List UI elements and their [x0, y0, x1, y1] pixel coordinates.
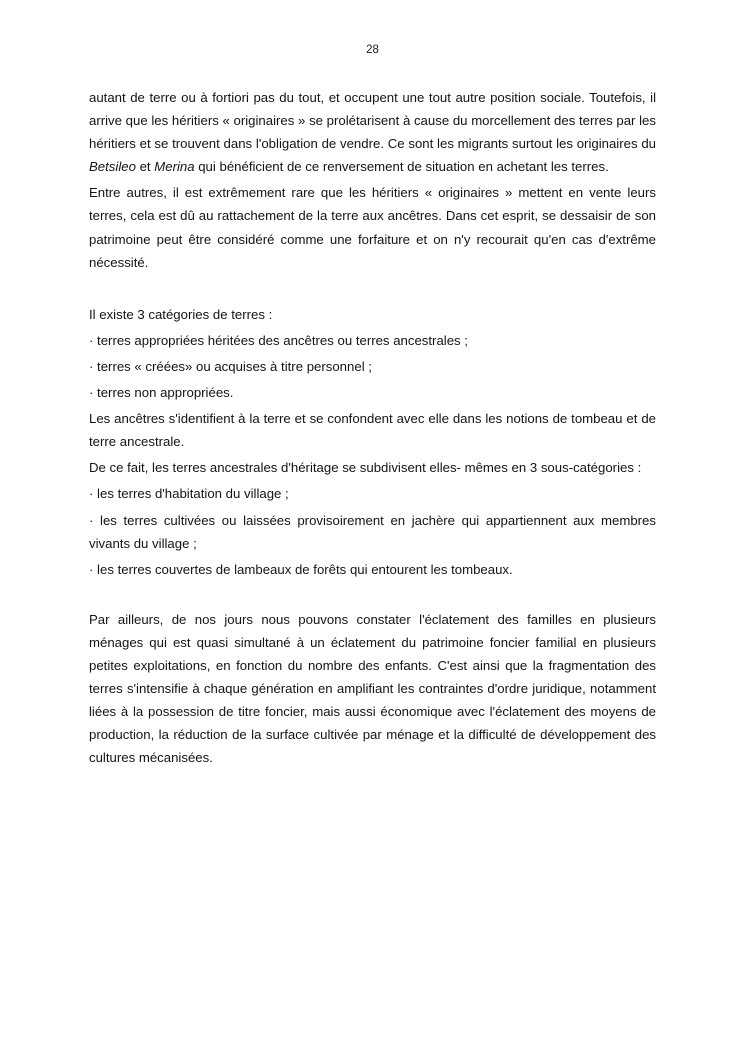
paragraph-tomb-notion: Les ancêtres s'identifient à la terre et se confondent avec elle dans les notions de tombeau et de terre ancestrale.	[89, 411, 656, 450]
paragraph-text: autant de terre ou à fortiori pas du tout, et occupent une tout autre position sociale. Toutefois, il arrive que les héritiers « originaires » se prolétarisent à cause du morcellement des terres par les héritiers et se trouvent dans l'obligation de vendre. Ce sont les migrants surtout les originaires du	[89, 90, 656, 152]
paragraph-land-sale	[89, 86, 656, 178]
list-item: · terres « créées» ou acquises à titre personnel ;	[89, 358, 372, 374]
paragraph-subcategories-intro: De ce fait, les terres ancestrales d'héritage se subdivisent elles- mêmes en 3 sous-catégories :	[89, 460, 642, 476]
paragraph-fragmentation: Par ailleurs, de nos jours nous pouvons constater l'éclatement des familles en plusieurs ménages qui est quasi simultané à un éclatement du patrimoine foncier familial en plusieurs petites exploitations, en fonction du nombre des enfants. C'est ainsi que la fragmentation des terres s'intensifie à chaque génération en amplifiant les contraintes d'ordre juridique, notamment liées à la possession de titre foncier, mais aussi économique avec l'éclatement des moyens de production, la réduction de la surface cultivée par ménage et la difficulté de développement des cultures mécanisées.	[89, 611, 656, 766]
page-number: 28	[366, 44, 379, 56]
list-item: · les terres cultivées ou laissées provisoirement en jachère qui appartiennent aux membres vivants du village ;	[89, 512, 656, 551]
list-item: · les terres d'habitation du village ;	[89, 486, 289, 502]
document-body	[89, 86, 656, 772]
list-item: · terres non appropriées.	[89, 385, 234, 401]
term-merina: Merina	[154, 159, 195, 175]
list-item: · les terres couvertes de lambeaux de forêts qui entourent les tombeaux.	[89, 561, 513, 577]
paragraph-gap	[89, 584, 656, 608]
list-item: · terres appropriées héritées des ancêtres ou terres ancestrales ;	[89, 332, 468, 348]
term-betsileo: Betsileo	[89, 159, 136, 175]
paragraph-gap	[89, 277, 656, 303]
paragraph-text: qui bénéficient de ce renversement de situation en achetant les terres.	[194, 159, 609, 175]
paragraph-ancestors: Entre autres, il est extrêmement rare que les héritiers « originaires » mettent en vente leurs terres, cela est dû au rattachement de la terre aux ancêtres. Dans cet esprit, se dessaisir de son patrimoine peut être considéré comme une forfaiture et on n'y recourait qu'en cas d'extrême nécessité.	[89, 185, 656, 270]
paragraph-text: et	[135, 159, 155, 175]
paragraph-categories-intro: Il existe 3 catégories de terres :	[89, 306, 273, 322]
